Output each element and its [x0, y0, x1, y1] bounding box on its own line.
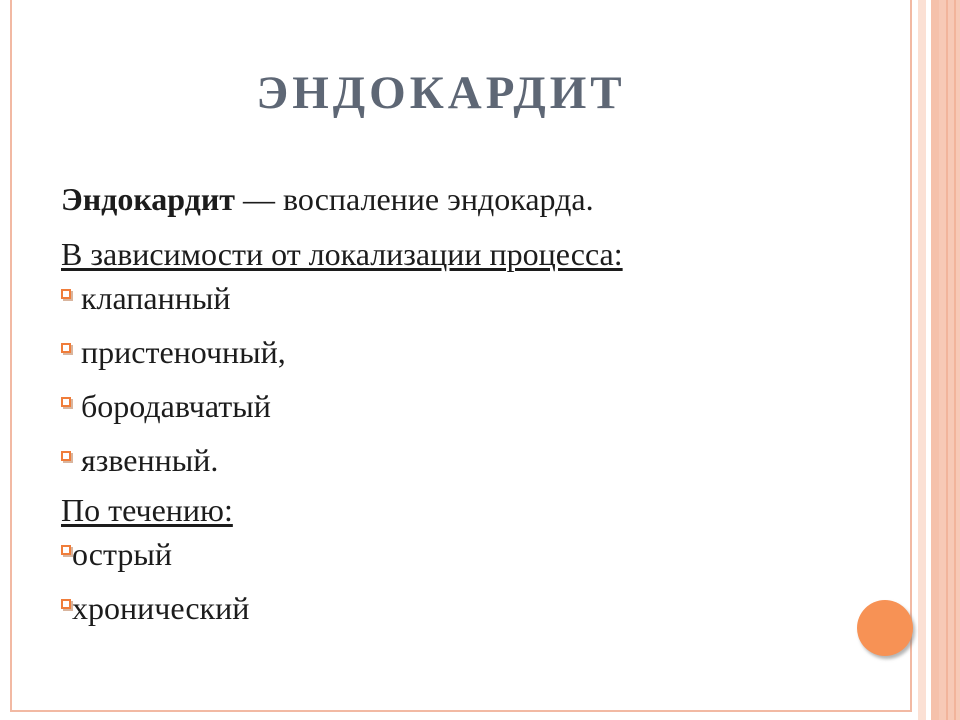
- list-item: [61, 589, 841, 643]
- definition-text: — воспаление эндокарда.: [235, 181, 594, 217]
- hollow-square-bullet-icon: [61, 451, 71, 461]
- list-item: [61, 279, 841, 333]
- section-heading-localization: В зависимости от локализации процесса:: [61, 236, 623, 272]
- list-item-text: бородавчатый: [81, 388, 271, 424]
- list-item-text: пристеночный,: [81, 334, 286, 370]
- slide-body: [61, 180, 841, 643]
- list-item: [61, 333, 841, 387]
- list-item-text: клапанный: [81, 280, 231, 316]
- hollow-square-bullet-icon: [61, 397, 71, 407]
- definition-line: [61, 180, 841, 218]
- slide-title: ЭНДОКАРДИТ: [256, 67, 626, 119]
- list-item-text: хронический: [72, 590, 250, 626]
- hollow-square-bullet-icon: [61, 343, 71, 353]
- section-heading-course: По течению:: [61, 492, 233, 528]
- hollow-square-bullet-icon: [61, 599, 71, 609]
- definition-term: Эндокардит: [61, 181, 235, 217]
- list-item: [61, 387, 841, 441]
- hollow-square-bullet-icon: [61, 545, 71, 555]
- hollow-square-bullet-icon: [61, 289, 71, 299]
- orange-circle-decoration: [857, 600, 913, 656]
- list-item-text: язвенный.: [81, 442, 219, 478]
- list-item: [61, 535, 841, 589]
- list-item-text: острый: [72, 536, 172, 572]
- list-item: [61, 441, 841, 491]
